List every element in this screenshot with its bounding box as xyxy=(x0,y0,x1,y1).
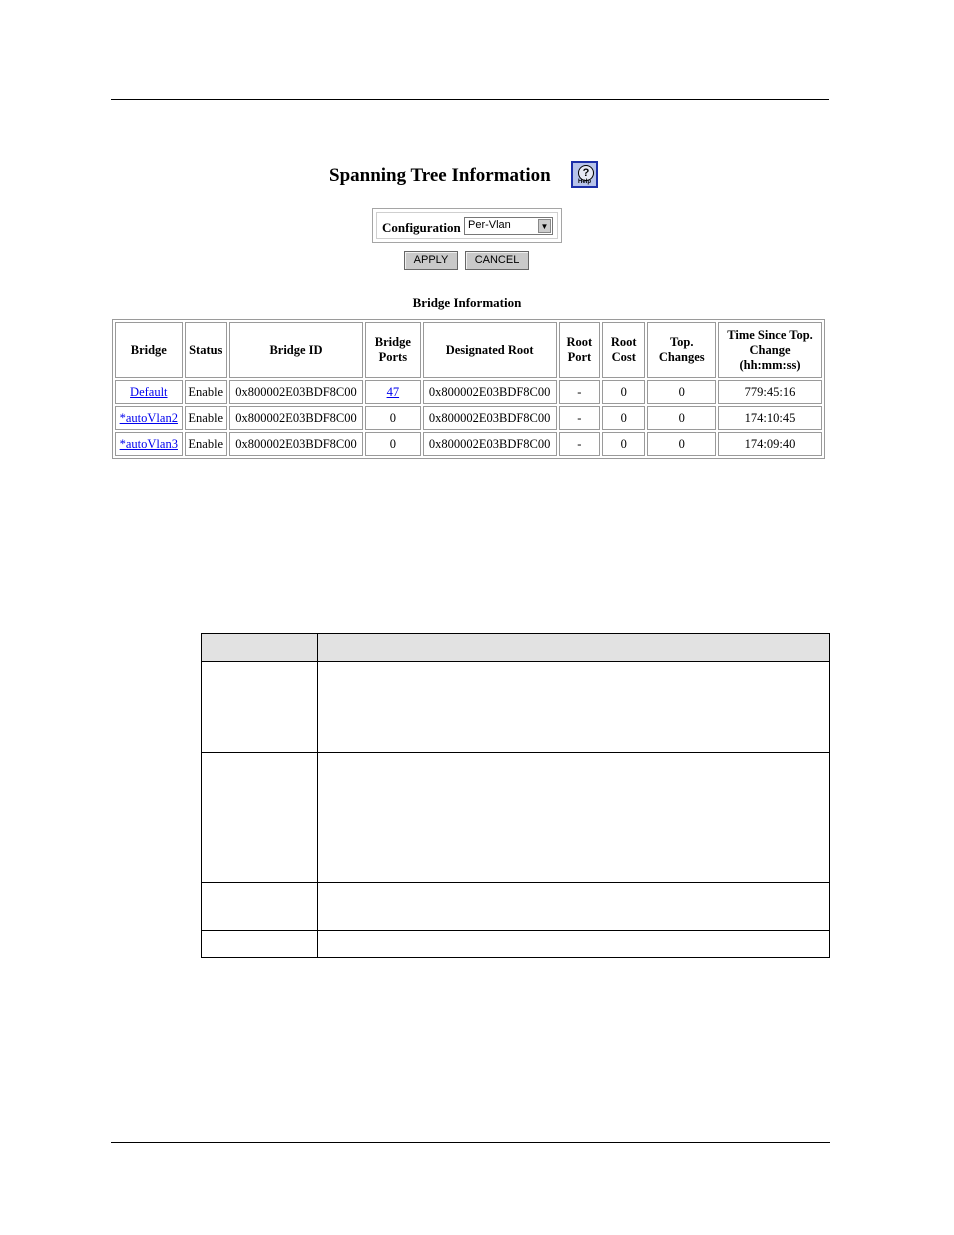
header-rule xyxy=(111,99,829,100)
root-port-cell: - xyxy=(559,432,600,456)
field-header-cell xyxy=(202,634,318,662)
description-header-cell xyxy=(318,634,830,662)
table-row xyxy=(115,406,822,430)
description-cell xyxy=(318,753,830,883)
root-port-cell: - xyxy=(559,380,600,404)
bridge-link[interactable]: Default xyxy=(130,384,168,399)
time-since-cell: 779:45:16 xyxy=(718,380,822,404)
bridge-ports-cell: 0 xyxy=(365,432,420,456)
bridge-id-cell: 0x800002E03BDF8C00 xyxy=(229,406,363,430)
root-port-cell: - xyxy=(559,406,600,430)
table-row xyxy=(115,432,822,456)
status-cell: Enable xyxy=(185,406,227,430)
top-changes-cell: 0 xyxy=(647,406,716,430)
page-title: Spanning Tree Information xyxy=(329,165,551,186)
help-button[interactable] xyxy=(571,161,598,188)
description-table-header xyxy=(202,634,830,662)
bridge-link[interactable]: *autoVlan3 xyxy=(119,436,178,451)
top-changes-cell: 0 xyxy=(647,432,716,456)
bridge-information-table xyxy=(112,319,825,459)
field-cell xyxy=(202,931,318,958)
description-cell xyxy=(318,931,830,958)
configuration-selected-value: Per-Vlan xyxy=(468,219,511,231)
header-designated-root: Designated Root xyxy=(423,322,557,378)
configuration-select[interactable] xyxy=(464,217,553,235)
designated-root-cell: 0x800002E03BDF8C00 xyxy=(423,380,557,404)
configuration-panel-inner xyxy=(376,212,558,239)
header-status: Status xyxy=(185,322,227,378)
time-since-cell: 174:09:40 xyxy=(718,432,822,456)
status-cell: Enable xyxy=(185,380,227,404)
bridge-link[interactable]: *autoVlan2 xyxy=(119,410,178,425)
bridge-information-caption: Bridge Information xyxy=(412,295,522,310)
description-cell xyxy=(318,662,830,753)
header-bridge: Bridge xyxy=(115,322,183,378)
bridge-id-cell: 0x800002E03BDF8C00 xyxy=(229,380,363,404)
top-changes-cell: 0 xyxy=(647,380,716,404)
header-bridge-ports: Bridge Ports xyxy=(365,322,420,378)
header-bridge-id: Bridge ID xyxy=(229,322,363,378)
designated-root-cell: 0x800002E03BDF8C00 xyxy=(423,432,557,456)
cancel-button[interactable]: CANCEL xyxy=(465,251,529,270)
bridge-ports-cell: 0 xyxy=(365,406,420,430)
field-cell xyxy=(202,883,318,931)
table-row xyxy=(115,380,822,404)
header-root-cost: Root Cost xyxy=(602,322,645,378)
header-top-changes: Top. Changes xyxy=(647,322,716,378)
table-row xyxy=(202,883,830,931)
header-root-port: Root Port xyxy=(559,322,600,378)
table-row xyxy=(202,931,830,958)
root-cost-cell: 0 xyxy=(602,406,645,430)
field-cell xyxy=(202,662,318,753)
designated-root-cell: 0x800002E03BDF8C00 xyxy=(423,406,557,430)
root-cost-cell: 0 xyxy=(602,432,645,456)
field-cell xyxy=(202,753,318,883)
time-since-cell: 174:10:45 xyxy=(718,406,822,430)
status-cell: Enable xyxy=(185,432,227,456)
apply-button[interactable]: APPLY xyxy=(404,251,458,270)
configuration-panel xyxy=(372,208,562,243)
configuration-label: Configuration xyxy=(382,220,461,235)
header-time-since-top-change: Time Since Top. Change (hh:mm:ss) xyxy=(718,322,822,378)
chevron-down-icon[interactable]: ▼ xyxy=(538,219,551,233)
field-description-table xyxy=(201,633,830,958)
description-cell xyxy=(318,883,830,931)
help-icon: ? xyxy=(578,165,594,181)
table-row xyxy=(202,753,830,883)
table-row xyxy=(202,662,830,753)
bridge-ports-link[interactable]: 47 xyxy=(386,384,400,399)
root-cost-cell: 0 xyxy=(602,380,645,404)
bridge-id-cell: 0x800002E03BDF8C00 xyxy=(229,432,363,456)
help-label: Help xyxy=(577,179,591,185)
footer-rule xyxy=(111,1142,830,1143)
